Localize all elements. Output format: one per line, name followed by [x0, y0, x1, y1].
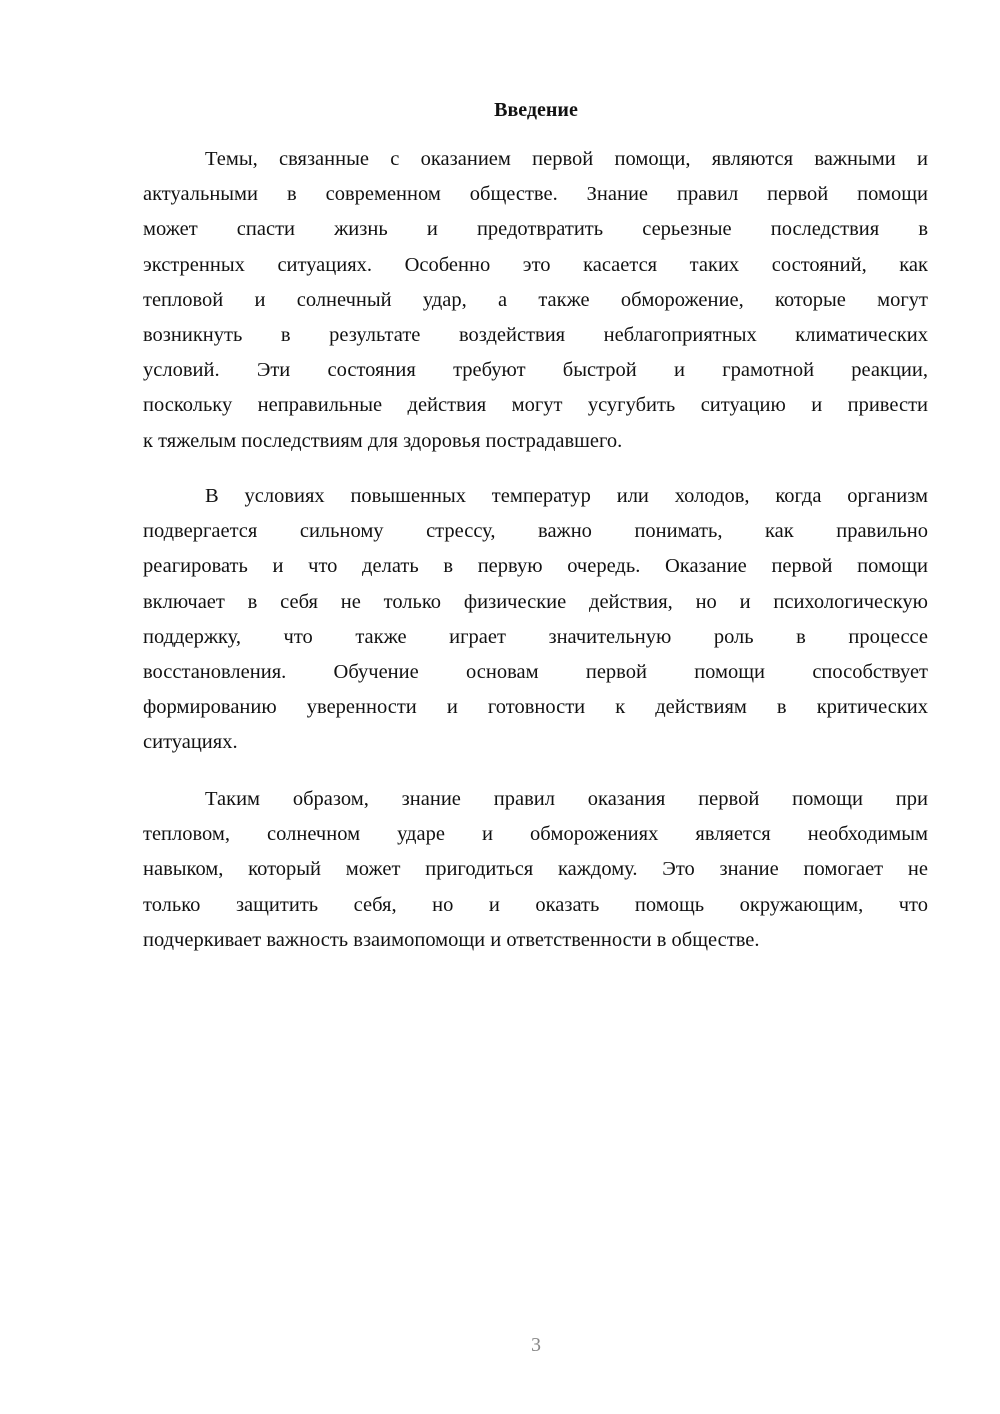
page-number: 3 [531, 1334, 541, 1356]
paragraph-3 [143, 782, 928, 958]
text-line: ситуациях. [143, 731, 238, 754]
text-line: подчеркивает важность взаимопомощи и ответственности в обществе. [143, 928, 760, 951]
text-line: условий. Эти состояния требуют быстрой и грамотной реакции, [143, 359, 928, 382]
text-line: восстановления. Обучение основам первой помощи способствует [143, 660, 928, 683]
text-line: В условиях повышенных температур или холодов, когда организм [205, 485, 928, 507]
text-line: Таким образом, знание правил оказания первой помощи при [205, 788, 928, 810]
text-line: поддержку, что также играет значительную роль в процессе [143, 625, 928, 648]
text-line: только защитить себя, но и оказать помощь окружающим, что [143, 893, 928, 916]
paragraph-1 [143, 142, 928, 459]
text-line: формированию уверенности и готовности к действиям в критических [143, 696, 928, 719]
text-line: актуальными в современном обществе. Знание правил первой помощи [143, 183, 928, 206]
text-line: тепловой и солнечный удар, а также обморожение, которые могут [143, 288, 928, 311]
text-line: подвергается сильному стрессу, важно понимать, как правильно [143, 520, 928, 543]
section-title: Введение [494, 99, 578, 121]
text-line: Темы, связанные с оказанием первой помощи, являются важными и [205, 148, 928, 170]
text-line: реагировать и что делать в первую очередь. Оказание первой помощи [143, 555, 928, 578]
text-line: навыком, который может пригодиться каждому. Это знание помогает не [143, 858, 928, 881]
text-line: тепловом, солнечном ударе и обморожениях является необходимым [143, 823, 928, 846]
text-line: экстренных ситуациях. Особенно это касается таких состояний, как [143, 253, 928, 276]
text-line: к тяжелым последствиям для здоровья пострадавшего. [143, 429, 623, 452]
text-line: может спасти жизнь и предотвратить серьезные последствия в [143, 218, 928, 241]
text-line: поскольку неправильные действия могут усугубить ситуацию и привести [143, 394, 928, 417]
text-line: включает в себя не только физические действия, но и психологическую [143, 590, 928, 613]
text-line: возникнуть в результате воздействия неблагоприятных климатических [143, 323, 928, 346]
paragraph-2 [143, 479, 928, 761]
